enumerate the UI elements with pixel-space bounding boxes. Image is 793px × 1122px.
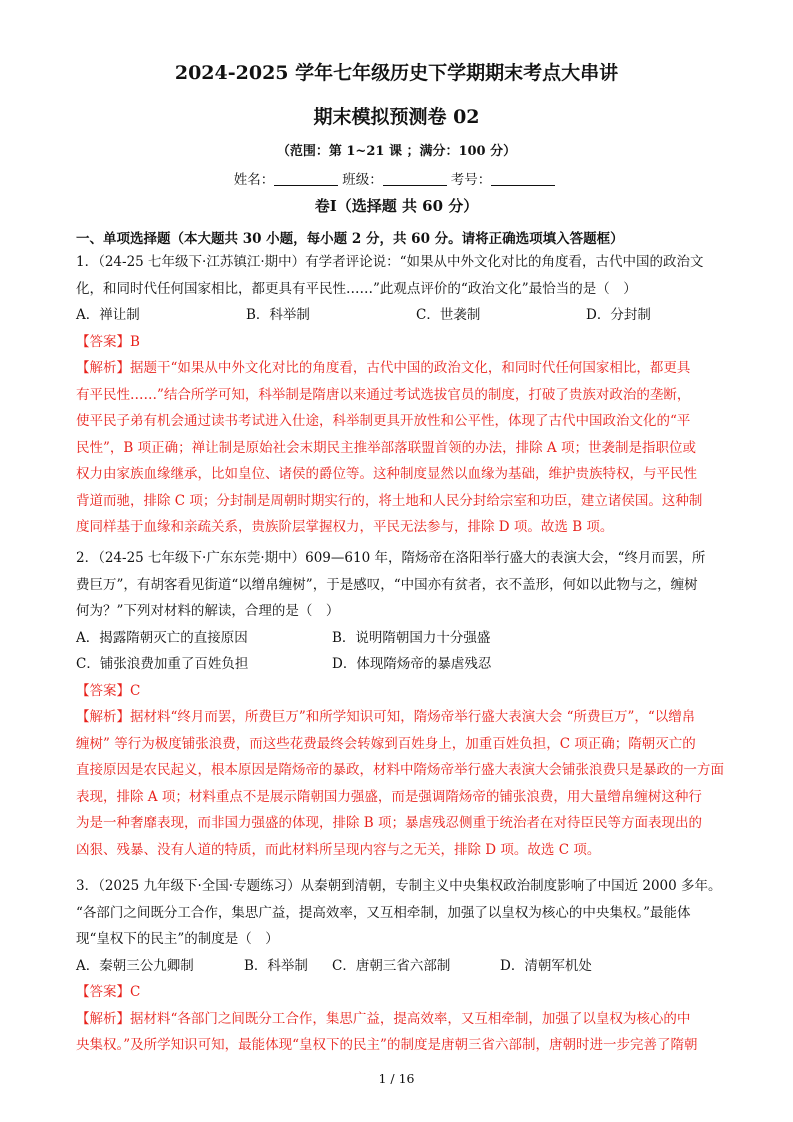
class-blank [383, 171, 447, 186]
analysis-tag: 【解析】 [76, 709, 130, 725]
class-label: 班级： [342, 172, 383, 188]
question-3 [76, 873, 722, 1059]
analysis-block [76, 704, 724, 863]
question-stem-line: 费巨万”，有胡客看见街道“以缯帛缠树”，于是感叹，“中国亦有贫者，衣不盖形，何如以此物与之，缠树 [76, 576, 698, 593]
option-b: B．说明隋朝国力十分强盛 [332, 629, 491, 646]
analysis-line: 民性”，B 项正确；禅让制是原始社会末期民主推举部落联盟首领的办法，排除 A 项；世袭制是指职位或 [76, 439, 696, 456]
answer-tag: 【答案】 [76, 984, 130, 1000]
analysis-line: 使平民子弟有机会通过读书考试进入仕途，科举制更具开放性和公平性，体现了古代中国政治文化的“平 [76, 413, 691, 429]
analysis-line: 为是一种奢靡表现，而非国力强盛的体现，排除 B 项；暴虐残忍侧重于统治者在对待臣民等方面表现出的 [76, 815, 703, 831]
analysis-line [76, 1006, 718, 1033]
answer-line [76, 329, 718, 356]
analysis-tag: 【解析】 [76, 360, 130, 376]
part-title: 一、单项选择题（本大题共 30 小题，每小题 2 分，共 60 分。请将正确选项填入答题框） [76, 231, 624, 247]
analysis-line: 表现，排除 A 项；材料重点不是展示隋朝国力强盛，而是强调隋炀帝的铺张浪费，用大量缯帛缠树这种行 [76, 788, 702, 805]
answer-value: B [130, 333, 140, 350]
answer-tag: 【答案】 [76, 333, 130, 350]
options-row [76, 651, 718, 678]
analysis-tag: 【解析】 [76, 1010, 130, 1027]
exam-number-label: 考号： [450, 172, 492, 188]
analysis-text: 据题干“如果从中外文化对比的角度看，古代中国的政治文化，和同时代任何国家相比，都更具 [130, 360, 691, 376]
analysis-line [76, 704, 718, 731]
exam-scope: （范围：第 1~21 课 ；满分：100 分） [276, 144, 517, 159]
option-b: B．科举制 [246, 307, 310, 323]
question-stem-line: “各部门之间既分工合作，集思广益，提高效率，又互相牵制，加强了以皇权为核心的中央集权。”最能体 [76, 904, 691, 921]
question-2 [76, 545, 724, 863]
answer-value: C [130, 984, 141, 1000]
option-c: C．铺张浪费加重了百姓负担 [76, 656, 249, 672]
option-c: C．唐朝三省六部制 [332, 957, 451, 974]
options-row [76, 625, 718, 652]
option-a: A．揭露隋朝灭亡的直接原因 [76, 629, 248, 646]
option-d: D．分封制 [586, 307, 651, 323]
name-label: 姓名： [233, 172, 275, 188]
student-info-line [0, 168, 793, 188]
answer-tag: 【答案】 [76, 682, 130, 699]
option-b: B．科举制 [244, 957, 308, 974]
question-stem-line: 化，和同时代任何国家相比，都更具有平民性……”此观点评价的“政治文化”最恰当的是（ ） [76, 280, 637, 297]
analysis-line: 央集权。”及所学知识可知，最能体现“皇权下的民主”的制度是唐朝三省六部制，唐朝时进一步完善了隋朝 [76, 1037, 698, 1053]
analysis-line: 度同样基于血缘和亲疏关系，贵族阶层掌握权力，平民无法参与，排除 D 项。故选 B 项。 [76, 519, 614, 535]
question-stem-line: 现“皇权下的民主”的制度是（ ） [76, 931, 279, 947]
document-title: 2024-2025 学年七年级历史下学期期末考点大串讲 [174, 62, 619, 84]
analysis-block [76, 355, 718, 541]
analysis-line [76, 355, 718, 382]
question-stem-line: 3．（2025 九年级下·全国·专题练习）从秦朝到清朝，专制主义中央集权政治制度影响了中国近 2000 多年。 [76, 878, 722, 894]
analysis-line: 背道而驰，排除 C 项；分封制是周朝时期实行的，将土地和人民分封给宗室和功臣，建立诸侯国。这种制 [76, 492, 703, 509]
page-number: 1 / 16 [378, 1071, 415, 1086]
question-1 [76, 249, 718, 541]
options-row [76, 302, 718, 329]
analysis-text: 据材料“终月而罢，所费巨万”和所学知识可知，隋炀帝举行盛大表演大会 “所费巨万”，“以缯帛 [130, 709, 696, 725]
analysis-line: 权力由家族血缘继承，比如皇位、诸侯的爵位等。这种制度显然以血缘为基础，维护贵族特权，与平民性 [76, 466, 697, 482]
section-title: 卷Ⅰ（选择题 共 60 分） [314, 197, 479, 215]
analysis-line: 有平民性……”结合所学可知，科举制是隋唐以来通过考试选拔官员的制度，打破了贵族对政治的垄断， [76, 386, 691, 403]
name-blank [274, 171, 338, 186]
option-c: C．世袭制 [416, 307, 481, 323]
option-a: A．秦朝三公九卿制 [76, 957, 194, 974]
option-a: A．禅让制 [76, 307, 140, 323]
analysis-line: 缠树” 等行为极度铺张浪费，而这些花费最终会转嫁到百姓身上，加重百姓负担，C 项正确；隋朝灭亡的 [76, 735, 696, 752]
question-stem-line: 何为？”下列对材料的解读，合理的是（ ） [76, 603, 340, 619]
document-subtitle: 期末模拟预测卷 02 [313, 106, 480, 128]
question-stem-line: 1．（24-25 七年级下·江苏镇江·期中）有学者评论说：“如果从中外文化对比的角度看，古代中国的政治文 [76, 254, 704, 270]
analysis-line: 凶狠、残暴、没有人道的特质，而此材料所呈现内容与之无关，排除 D 项。故选 C 项。 [76, 841, 601, 858]
analysis-block [76, 1006, 718, 1059]
exam-number-blank [491, 171, 555, 186]
question-stem-line: 2．（24-25 七年级下·广东东莞·期中）609—610 年，隋炀帝在洛阳举行盛大的表演大会，“终月而罢，所 [76, 550, 706, 566]
option-d: D．体现隋炀帝的暴虐残忍 [332, 656, 492, 672]
answer-value: C [130, 682, 141, 699]
answer-line [76, 979, 718, 1006]
option-d: D．清朝军机处 [500, 957, 592, 974]
answer-line [76, 678, 718, 705]
analysis-line: 直接原因是农民起义，根本原因是隋炀帝的暴政，材料中隋炀帝举行盛大表演大会铺张浪费只是暴政的一方面 [76, 762, 724, 778]
analysis-text: 据材料“各部门之间既分工合作，集思广益，提高效率，又互相牵制，加强了以皇权为核心的中 [130, 1010, 691, 1027]
options-row [76, 953, 718, 980]
